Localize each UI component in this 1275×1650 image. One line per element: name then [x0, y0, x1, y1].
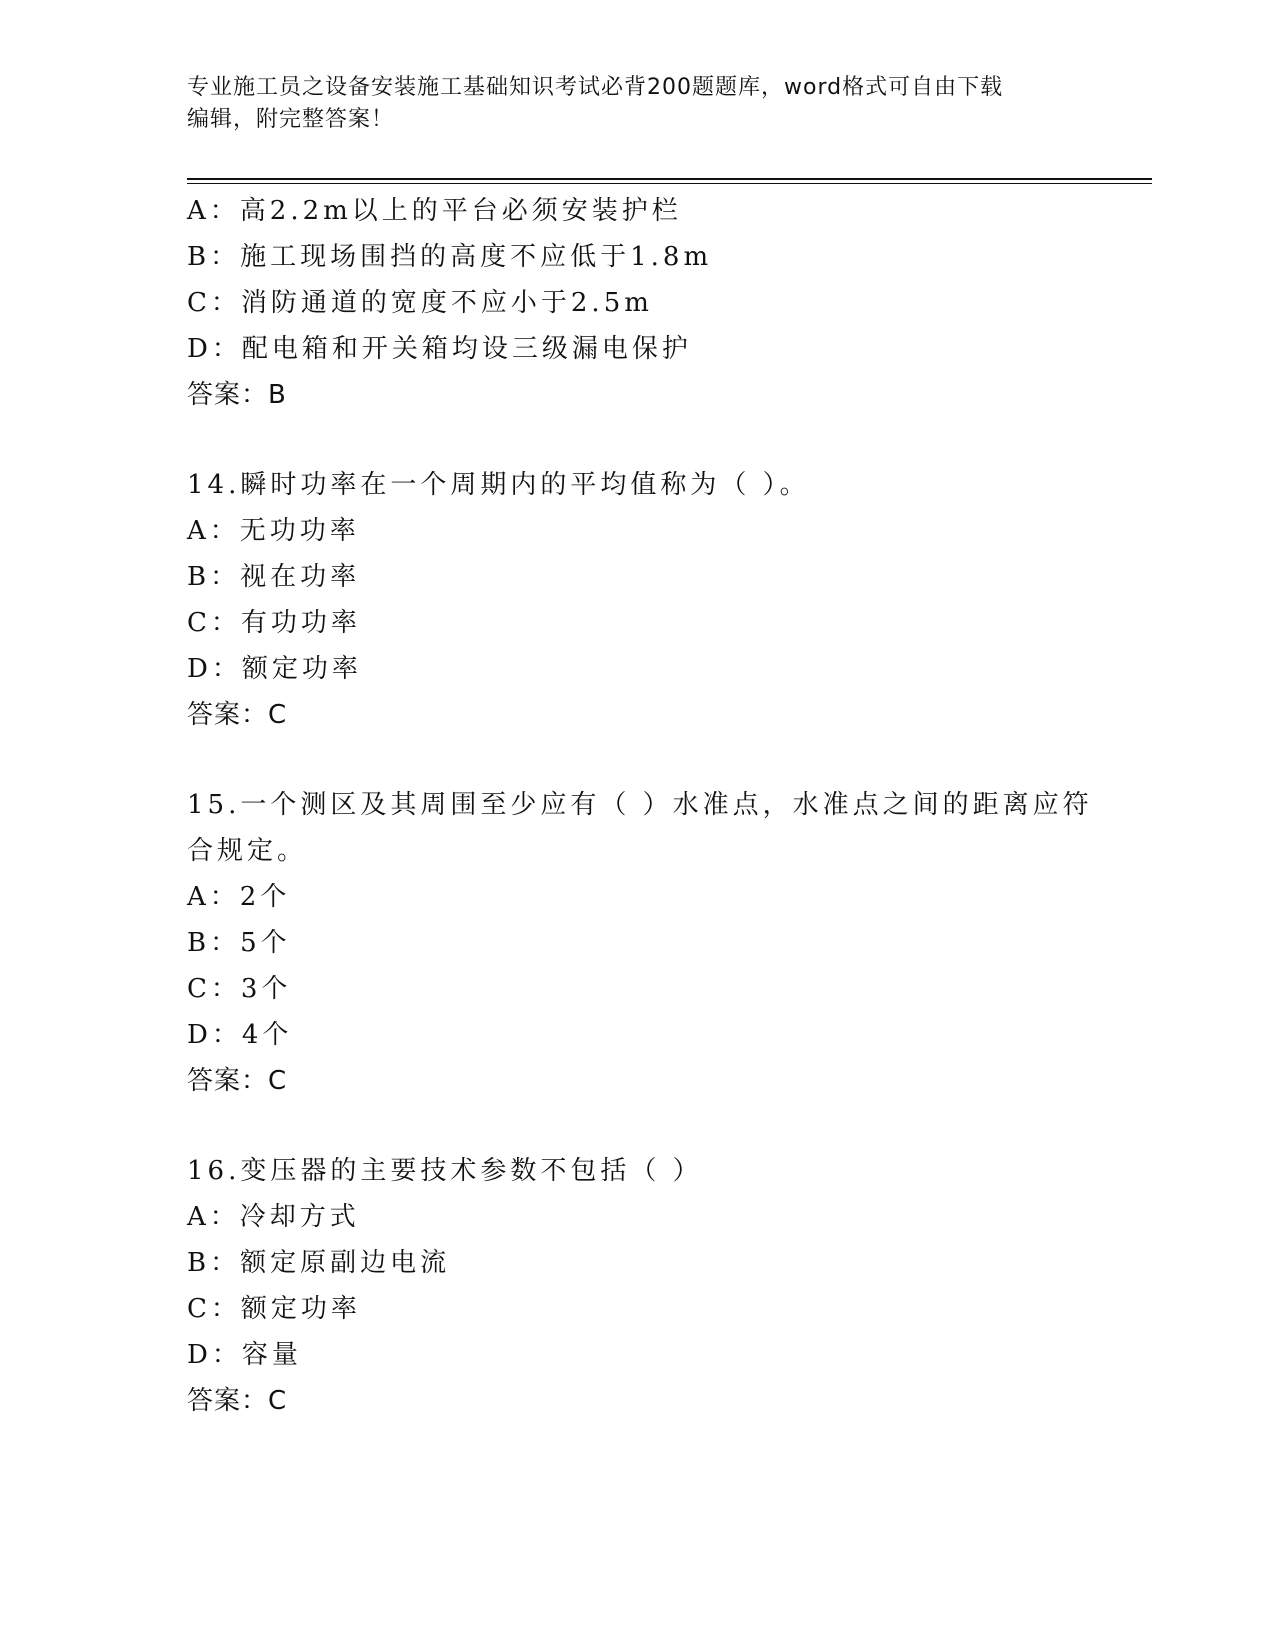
document-header — [187, 72, 1067, 136]
option-a: A：2个 — [187, 882, 291, 912]
option-b: B：视在功率 — [187, 562, 361, 592]
spacer — [187, 418, 1087, 462]
question-text-line-1: 15.一个测区及其周围至少应有（ ）水准点，水准点之间的距离应符 — [187, 790, 1093, 820]
question-text-line-2: 合规定。 — [187, 836, 308, 866]
header-divider-thick — [187, 178, 1152, 180]
question-text: 14.瞬时功率在一个周期内的平均值称为（ ）。 — [187, 470, 810, 500]
option-b: B：5个 — [187, 928, 291, 958]
option-a: A：高2.2m以上的平台必须安装护栏 — [187, 196, 682, 226]
option-c: C：3个 — [187, 974, 292, 1004]
question-block-14 — [187, 462, 1087, 738]
option-c: C：额定功率 — [187, 1294, 361, 1324]
option-c: C：消防通道的宽度不应小于2.5m — [187, 288, 653, 318]
answer-line: 答案：C — [187, 700, 288, 730]
answer-line: 答案：C — [187, 1386, 288, 1416]
question-list — [187, 188, 1093, 1424]
question-text: 16.变压器的主要技术参数不包括（ ） — [187, 1156, 703, 1186]
option-a: A：冷却方式 — [187, 1202, 360, 1232]
header-divider-thin — [187, 183, 1152, 184]
header-title-line-2: 编辑，附完整答案！ — [187, 107, 395, 132]
option-a: A：无功功率 — [187, 516, 360, 546]
header-title-line-1: 专业施工员之设备安装施工基础知识考试必背200题题库，word格式可自由下载 — [187, 75, 1004, 100]
option-d: D：额定功率 — [187, 654, 362, 684]
question-block-13 — [187, 188, 1087, 418]
option-d: D：4个 — [187, 1020, 293, 1050]
answer-line: 答案：C — [187, 1066, 288, 1096]
option-b: B：施工现场围挡的高度不应低于1.8m — [187, 242, 713, 272]
spacer — [187, 1104, 1087, 1148]
question-block-15 — [187, 782, 1093, 1104]
option-c: C：有功功率 — [187, 608, 361, 638]
option-d: D：容量 — [187, 1340, 302, 1370]
option-d: D：配电箱和开关箱均设三级漏电保护 — [187, 334, 692, 364]
question-block-16 — [187, 1148, 1087, 1424]
option-b: B：额定原副边电流 — [187, 1248, 451, 1278]
spacer — [187, 738, 1087, 782]
answer-line: 答案：B — [187, 380, 287, 410]
